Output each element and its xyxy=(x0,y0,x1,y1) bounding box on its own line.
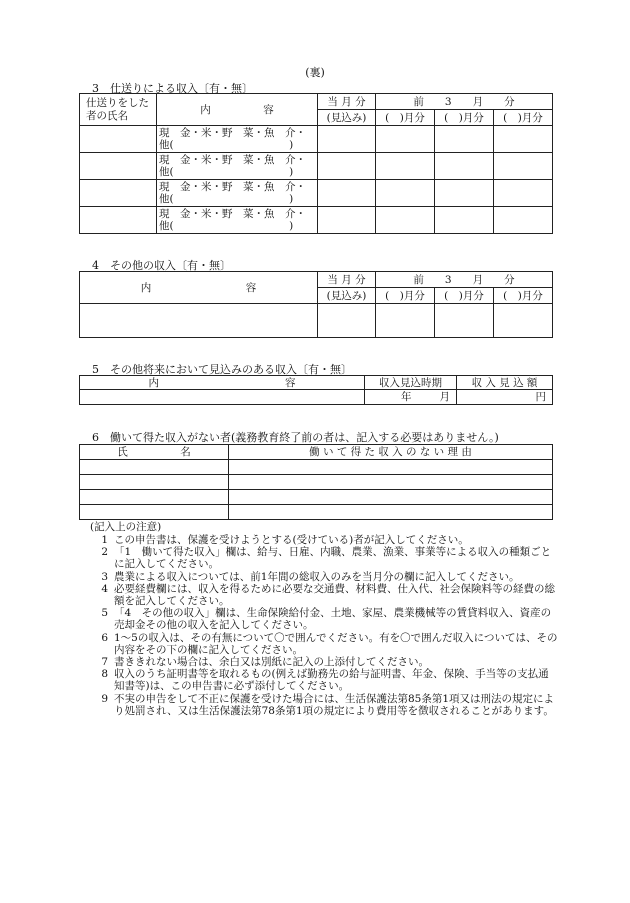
s3-month-1[interactable]: ( )月分 xyxy=(376,110,435,126)
s6-reason-cell[interactable] xyxy=(229,490,553,505)
s3-content-cell[interactable] xyxy=(157,126,318,153)
s3-name-cell[interactable] xyxy=(80,180,157,207)
table-row xyxy=(80,490,553,505)
note-number: 4 xyxy=(101,582,108,595)
note-text: 「1 働いて得た収入」欄は、給与、日雇、内職、農業、漁業、事業等による収入の種類ごとに記入してください。 xyxy=(114,546,552,571)
s3-row-text2: 他( ) xyxy=(159,220,294,232)
section4-table xyxy=(79,271,553,338)
section6-table xyxy=(79,444,553,520)
note-number: 5 xyxy=(101,607,108,620)
s3-prev-cell[interactable] xyxy=(435,126,494,153)
s6-reason-cell[interactable] xyxy=(229,505,553,520)
table-row xyxy=(80,505,553,520)
note-text: この申告書は、保護を受けようとする(受けている)者が記入してください。 xyxy=(114,534,469,546)
notes-section xyxy=(88,521,558,717)
s3-row-text1: 現 金・米・野 菜・魚 介・ xyxy=(159,154,306,166)
s3-month-2[interactable]: ( )月分 xyxy=(435,110,494,126)
note-item xyxy=(88,534,558,546)
s3-current-cell[interactable] xyxy=(318,207,376,234)
s3-prev-cell[interactable] xyxy=(494,153,553,180)
section5-table xyxy=(79,375,553,405)
section3-heading: 3 仕送りによる収入〔有・無〕 xyxy=(92,82,253,95)
table-row xyxy=(80,460,553,475)
table-row xyxy=(80,153,553,180)
s3-current-cell[interactable] xyxy=(318,180,376,207)
table-row xyxy=(80,390,553,405)
note-item xyxy=(88,583,558,607)
s4-col-content: 内 容 xyxy=(80,272,318,304)
s3-prev-cell[interactable] xyxy=(376,207,435,234)
s3-name-cell[interactable] xyxy=(80,126,157,153)
note-text: 収入のうち証明書等を取れるもの(例えば勤務先の給与証明書、年金、保険、手当等の支払通知書等)は、この申告書に必ず添付してください。 xyxy=(114,668,549,693)
note-item xyxy=(88,607,558,631)
s6-name-cell[interactable] xyxy=(80,505,229,520)
s3-current-cell[interactable] xyxy=(318,126,376,153)
s5-col-content: 内 容 xyxy=(80,376,365,390)
s3-prev-cell[interactable] xyxy=(376,180,435,207)
s3-row-text2: 他( ) xyxy=(159,139,294,151)
s3-current-cell[interactable] xyxy=(318,153,376,180)
s3-prev-cell[interactable] xyxy=(376,153,435,180)
s3-name-cell[interactable] xyxy=(80,207,157,234)
note-text: 不実の申告をして不正に保護を受けた場合には、生活保護法第85条第1項又は刑法の規定により処罰され、又は生活保護法第78条第1項の規定により費用等を徴収されることがあります。 xyxy=(114,692,555,717)
note-item xyxy=(88,668,558,692)
s3-prev-cell[interactable] xyxy=(494,180,553,207)
s5-content-cell[interactable] xyxy=(80,390,365,405)
table-row xyxy=(80,304,553,338)
s3-prev-cell[interactable] xyxy=(435,153,494,180)
s4-prev-cell[interactable] xyxy=(494,304,553,338)
s4-prev-cell[interactable] xyxy=(376,304,435,338)
s3-content-cell[interactable] xyxy=(157,153,318,180)
note-item xyxy=(88,632,558,656)
page-title: (裏) xyxy=(305,66,325,79)
note-number: 6 xyxy=(101,631,108,644)
s3-prev-cell[interactable] xyxy=(494,207,553,234)
table-row xyxy=(80,126,553,153)
s3-prev-cell[interactable] xyxy=(435,207,494,234)
s3-col-current: 当 月 分 xyxy=(318,94,376,110)
note-number: 2 xyxy=(101,546,108,559)
note-number: 1 xyxy=(101,534,108,546)
s5-month-label: 月 xyxy=(439,391,450,403)
s3-row-text1: 現 金・米・野 菜・魚 介・ xyxy=(159,127,306,139)
note-text: 農業による収入については、前1年間の総収入のみを当月分の欄に記入してください。 xyxy=(114,570,520,583)
note-number: 9 xyxy=(101,692,108,705)
s3-col-name: 仕送りをした者の氏名 xyxy=(80,94,157,126)
section5-heading: 5 その他将来において見込みのある収入〔有・無〕 xyxy=(92,363,352,376)
s5-col-period: 収入見込時期 xyxy=(365,376,457,390)
s5-period-cell[interactable] xyxy=(365,390,457,405)
s3-col-current-sub: (見込み) xyxy=(318,110,376,126)
note-item xyxy=(88,656,558,668)
s5-amount-cell[interactable] xyxy=(457,390,553,405)
s4-content-cell[interactable] xyxy=(80,304,318,338)
note-text: 書ききれない場合は、余白又は別紙に記入の上添付してください。 xyxy=(114,656,429,669)
s3-row-text1: 現 金・米・野 菜・魚 介・ xyxy=(159,181,306,193)
s5-col-amount: 収 入 見 込 額 xyxy=(457,376,553,390)
s6-col-name: 氏 名 xyxy=(80,445,229,460)
s6-reason-cell[interactable] xyxy=(229,460,553,475)
note-item xyxy=(88,546,558,570)
s3-name-cell[interactable] xyxy=(80,153,157,180)
s4-month-1[interactable]: ( )月分 xyxy=(376,288,435,304)
note-number: 8 xyxy=(101,668,108,681)
note-item xyxy=(88,571,558,583)
note-text: 必要経費欄には、収入を得るために必要な交通費、材料費、仕入代、社会保険料等の経費の総額を記入してください。 xyxy=(114,582,555,608)
s5-yen-label: 円 xyxy=(535,391,546,403)
notes-title: (記入上の注意) xyxy=(90,521,162,533)
note-number: 7 xyxy=(101,656,108,669)
s6-name-cell[interactable] xyxy=(80,475,229,490)
s3-row-text1: 現 金・米・野 菜・魚 介・ xyxy=(159,208,306,220)
s3-content-cell[interactable] xyxy=(157,180,318,207)
s3-content-cell[interactable] xyxy=(157,207,318,234)
s6-name-cell[interactable] xyxy=(80,490,229,505)
s3-month-3[interactable]: ( )月分 xyxy=(494,110,553,126)
s3-col-content: 内 容 xyxy=(157,94,318,126)
note-text: 「4 その他の収入」欄は、生命保険給付金、土地、家屋、農業機械等の賃貸料収入、資産の売却金その他の収入を記入してください。 xyxy=(114,607,552,632)
table-row xyxy=(80,475,553,490)
s4-prev-cell[interactable] xyxy=(435,304,494,338)
section6-heading: 6 働いて得た収入がない者(義務教育終了前の者は、記入する必要はありません。) xyxy=(92,431,499,444)
note-number: 3 xyxy=(101,570,108,583)
note-item xyxy=(88,693,558,717)
s4-month-2[interactable]: ( )月分 xyxy=(435,288,494,304)
s3-row-text2: 他( ) xyxy=(159,166,294,178)
s3-prev-cell[interactable] xyxy=(376,126,435,153)
section3-table xyxy=(79,93,553,234)
s6-name-cell[interactable] xyxy=(80,460,229,475)
s4-month-3[interactable]: ( )月分 xyxy=(494,288,553,304)
s4-col-prev: 前 3 月 分 xyxy=(376,272,553,288)
s4-col-current: 当 月 分 xyxy=(318,272,376,288)
table-row xyxy=(80,207,553,234)
section4-heading: 4 その他の収入〔有・無〕 xyxy=(92,259,231,272)
s4-current-cell[interactable] xyxy=(318,304,376,338)
s5-year-label: 年 xyxy=(401,391,412,403)
s4-col-current-sub: (見込み) xyxy=(318,288,376,304)
s3-col-prev: 前 3 月 分 xyxy=(376,94,553,110)
note-text: 1～5の収入は、その有無について〇で囲んでください。有を〇で囲んだ収入については、その内容をその下の欄に記入してください。 xyxy=(114,631,558,656)
s3-prev-cell[interactable] xyxy=(435,180,494,207)
s3-row-text2: 他( ) xyxy=(159,193,294,205)
table-row xyxy=(80,180,553,207)
s6-col-reason: 働 い て 得 た 収 入 の な い 理 由 xyxy=(229,445,553,460)
s6-reason-cell[interactable] xyxy=(229,475,553,490)
s3-prev-cell[interactable] xyxy=(494,126,553,153)
